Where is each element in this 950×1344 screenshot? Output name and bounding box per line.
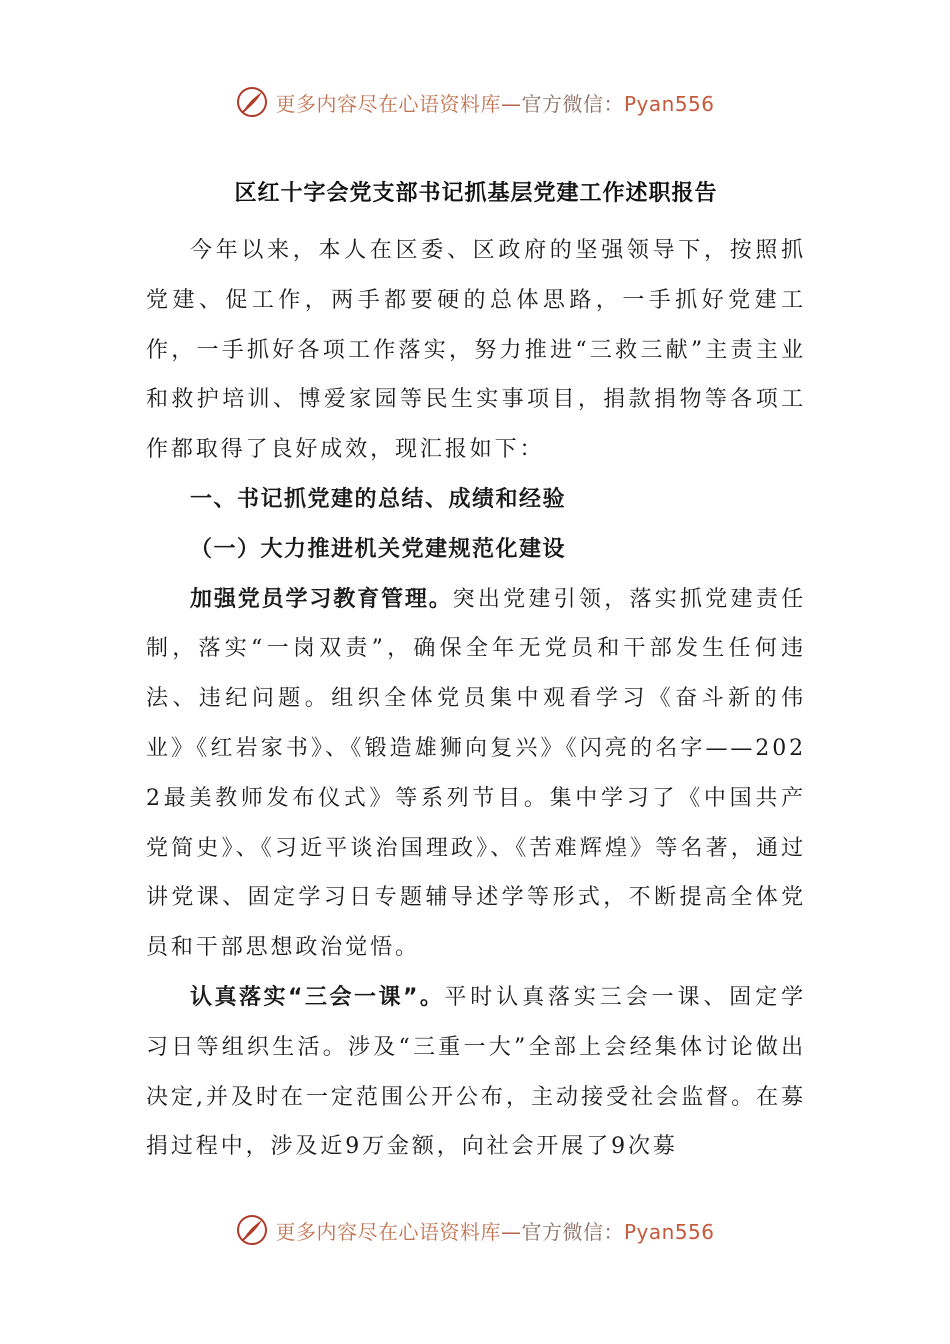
watermark-text <box>275 88 714 117</box>
watermark-wechat-label: 官方微信： <box>521 1219 624 1244</box>
paragraph-body: 平时认真落实三会一课、固定学习日等组织生活。涉及“三重一大”全部上会经集体讨论做出决定,并及时在一定范围公开公布，主动接受社会监督。在募捐过程中，涉及近9万金额，向社会开展了9次募 <box>146 984 806 1160</box>
quill-pen-icon <box>235 85 269 119</box>
watermark-site: 更多内容尽在心语资料库 <box>275 91 501 116</box>
paragraph-lead: 认真落实“三会一课”。 <box>190 984 445 1010</box>
watermark-banner-top <box>0 80 950 124</box>
section-heading: 一、书记抓党建的总结、成绩和经验 <box>190 486 567 512</box>
watermark-wechat-id: Pyan556 <box>623 1219 715 1244</box>
intro-paragraph: 今年以来，本人在区委、区政府的坚强领导下，按照抓党建、促工作，两手都要硬的总体思路，一手抓好党建工作，一手抓好各项工作落实，努力推进“三救三献”主责主业和救护培训、博爱家园等民生实事项目，捐款捐物等各项工作都取得了良好成效，现汇报如下： <box>146 238 806 463</box>
watermark-banner-bottom <box>0 1208 950 1252</box>
watermark-site: 更多内容尽在心语资料库 <box>275 1219 501 1244</box>
document-title: 区红十字会党支部书记抓基层党建工作述职报告 <box>234 181 718 206</box>
watermark-dash: — <box>500 91 522 116</box>
paragraph-study-management <box>146 575 806 973</box>
watermark-dash: — <box>500 1219 522 1244</box>
subsection-heading: （一）大力推进机关党建规范化建设 <box>190 536 567 562</box>
watermark-wechat-label: 官方微信： <box>521 91 624 116</box>
quill-pen-icon <box>235 1213 269 1247</box>
paragraph-lead: 加强党员学习教育管理。 <box>190 586 453 612</box>
watermark-wechat-id: Pyan556 <box>623 91 715 116</box>
document-body <box>146 172 806 1172</box>
paragraph-body: 突出党建引领，落实抓党建责任制，落实“一岗双责”，确保全年无党员和干部发生任何违法、违纪问题。组织全体党员集中观看学习《奋斗新的伟业》《红岩家书》、《锻造雄狮向复兴》《闪亮的名字——2022最美教师发布仪式》等系列节目。集中学习了《中国共产党简史》、《习近平谈治国理政》、《苦难辉煌》等名著，通过讲党课、固定学习日专题辅导述学等形式，不断提高全体党员和干部思想政治觉悟。 <box>146 586 806 961</box>
paragraph-three-meetings <box>146 973 806 1172</box>
watermark-text <box>275 1216 714 1245</box>
